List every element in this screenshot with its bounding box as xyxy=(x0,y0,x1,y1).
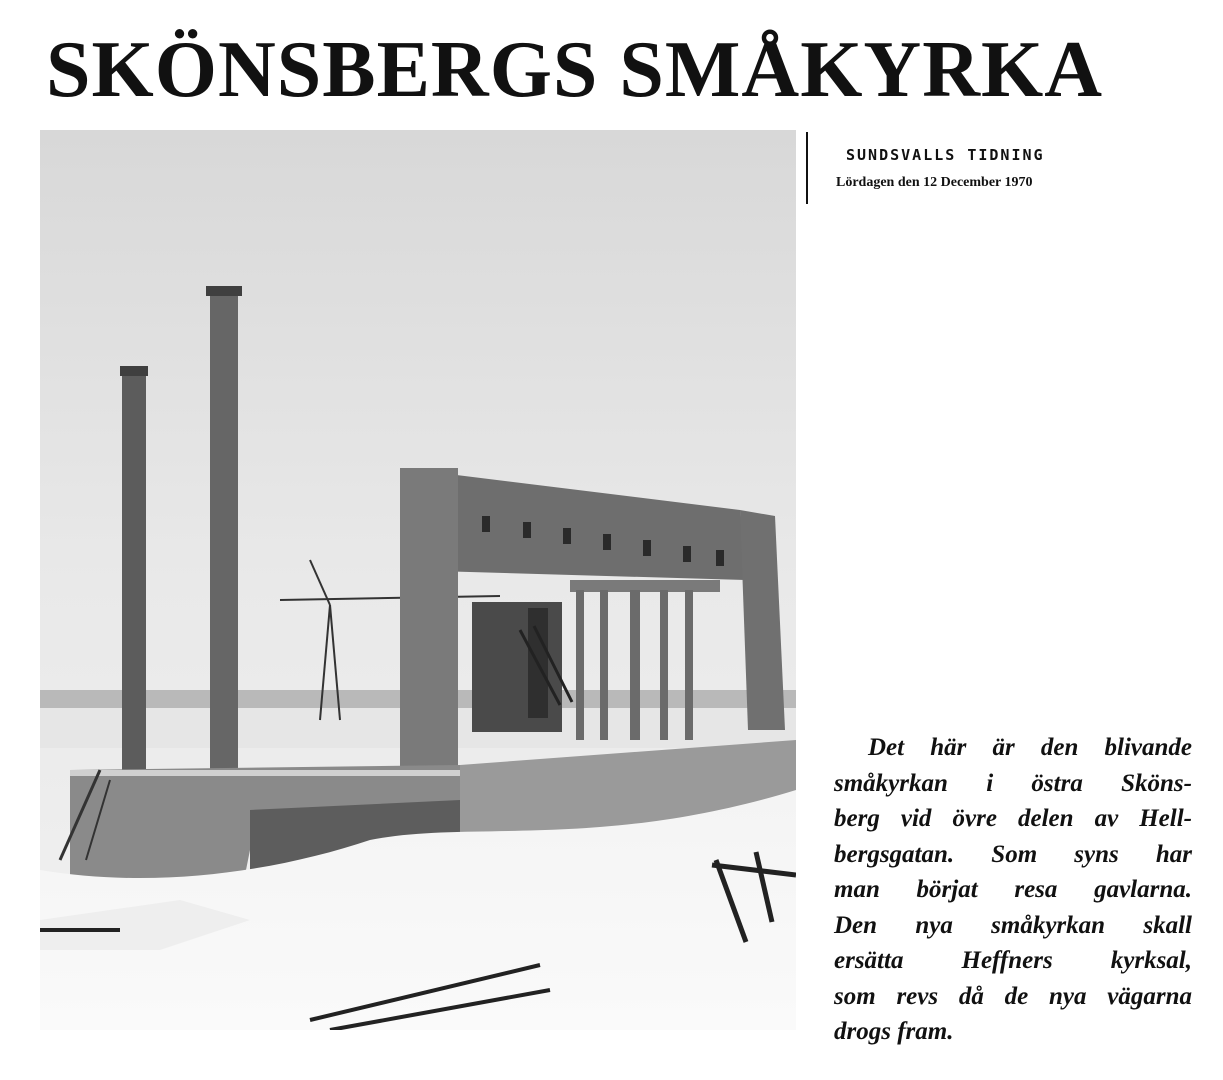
caption-line: man börjat resa gavlarna. xyxy=(834,876,1192,903)
caption-line: Den nya småkyrkan skall xyxy=(834,911,1192,939)
caption-line: Det här är den blivande xyxy=(868,734,1192,761)
caption-line: småkyrkan i östra Sköns- xyxy=(834,769,1192,797)
caption-line: berg vid övre delen av Hell- xyxy=(834,805,1192,832)
caption-line: drogs fram. xyxy=(834,1018,954,1045)
caption-line: bergsgatan. Som syns har xyxy=(834,840,1192,868)
masthead xyxy=(806,130,1206,204)
caption-line: ersätta Heffners kyrksal, xyxy=(834,947,1192,974)
publication-date: Lördagen den 12 December 1970 xyxy=(836,175,1033,190)
construction-photo xyxy=(40,130,796,1030)
headline: SKÖNSBERGS SMÅKYRKA xyxy=(46,26,1103,114)
photo-caption xyxy=(834,730,1192,1050)
vertical-rule xyxy=(806,132,808,204)
newspaper-name: SUNDSVALLS TIDNING xyxy=(846,146,1045,164)
caption-line: som revs då de nya vägarna xyxy=(834,982,1192,1010)
